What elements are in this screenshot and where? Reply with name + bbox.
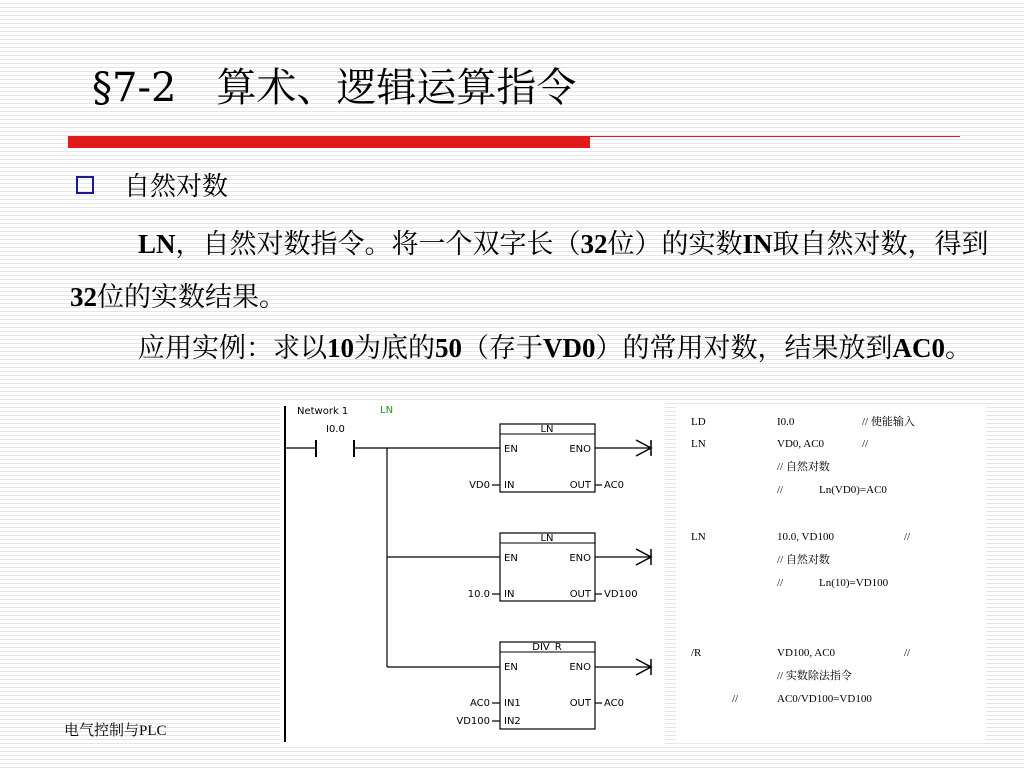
pin-eno: ENO xyxy=(569,553,591,564)
stl-op: LD xyxy=(691,416,706,428)
text: ，自然对数指令。将一个双字长（ xyxy=(175,229,581,260)
stl-comment: Ln(10)=VD100 xyxy=(819,577,889,589)
stl-comment: // xyxy=(777,484,784,496)
stl-comment: // xyxy=(777,577,784,589)
stl-comment: // 使能输入 xyxy=(862,416,915,428)
pin-eno: ENO xyxy=(569,444,591,455)
section-heading: 自然对数 xyxy=(124,172,229,202)
input-operand: 10.0 xyxy=(467,589,490,600)
stl-listing xyxy=(676,404,986,740)
page-title: §7-2 算术、逻辑运算指令 xyxy=(92,65,577,111)
pin-in: IN xyxy=(504,480,515,491)
text: 应用实例：求以 xyxy=(138,333,327,364)
footer-text: 电气控制与PLC xyxy=(64,723,167,739)
stl-comment: // xyxy=(904,531,911,543)
pin-eno: ENO xyxy=(569,662,591,673)
stl-comment: AC0/VD100=VD100 xyxy=(777,693,872,705)
paragraph-ln-description xyxy=(70,218,1000,324)
ladder-diagram xyxy=(280,400,665,745)
text: 位）的实数 xyxy=(607,229,743,260)
number: 50 xyxy=(435,333,462,363)
pin-in: IN xyxy=(504,589,515,600)
ladder-svg xyxy=(280,400,665,745)
box-name: DIV_R xyxy=(532,642,562,653)
stl-arg: 10.0, VD100 xyxy=(777,531,834,543)
pin-in1: IN1 xyxy=(504,698,521,709)
pin-out: OUT xyxy=(569,589,591,600)
pin-en: EN xyxy=(504,553,518,564)
paragraph-example xyxy=(70,322,1000,375)
input-operand: AC0 xyxy=(469,698,490,709)
network-comment: LN xyxy=(380,405,394,416)
pin-en: EN xyxy=(504,444,518,455)
output-operand: AC0 xyxy=(604,480,625,491)
stl-comment: // 实数除法指令 xyxy=(777,670,852,682)
pin-out: OUT xyxy=(569,698,591,709)
output-operand: VD100 xyxy=(604,589,638,600)
output-operand: AC0 xyxy=(604,698,625,709)
text: ）的常用对数，结果放到 xyxy=(595,333,893,364)
text: （存于 xyxy=(462,333,543,364)
pin-out: OUT xyxy=(569,480,591,491)
number: 32 xyxy=(580,229,608,259)
contact-label: I0.0 xyxy=(326,424,345,435)
input-operand: VD100 xyxy=(456,716,490,727)
text: 位的实数结果。 xyxy=(97,282,286,313)
stl-arg: I0.0 xyxy=(777,416,795,428)
stl-op: LN xyxy=(691,531,706,543)
pin-en: EN xyxy=(504,662,518,673)
stl-comment: Ln(VD0)=AC0 xyxy=(819,484,887,496)
square-bullet-icon xyxy=(76,176,94,194)
pin-in2: IN2 xyxy=(504,716,521,727)
stl-comment: // 自然对数 xyxy=(777,554,830,566)
text: 为底的 xyxy=(354,333,435,364)
operand: VD0 xyxy=(543,333,596,363)
stl-op: /R xyxy=(691,647,702,659)
text: 取自然对数，得到 xyxy=(772,229,989,260)
stl-comment: // xyxy=(732,693,739,705)
stl-comment: // xyxy=(904,647,911,659)
stl-op: LN xyxy=(691,438,706,450)
network-label: Network 1 xyxy=(297,406,349,417)
title-underline-bar xyxy=(68,136,590,148)
operand: AC0 xyxy=(892,333,945,363)
stl-comment: // xyxy=(862,438,869,450)
number: 10 xyxy=(327,333,354,363)
box-name: LN xyxy=(540,533,554,544)
text: 。 xyxy=(945,333,972,364)
input-operand: VD0 xyxy=(469,480,490,491)
stl-arg: VD0, AC0 xyxy=(777,438,825,450)
ln-keyword: LN xyxy=(138,229,176,259)
box-name: LN xyxy=(540,424,554,435)
number: 32 xyxy=(70,282,97,312)
stl-arg: VD100, AC0 xyxy=(777,647,836,659)
in-keyword: IN xyxy=(742,229,773,259)
stl-comment: // 自然对数 xyxy=(777,461,830,473)
